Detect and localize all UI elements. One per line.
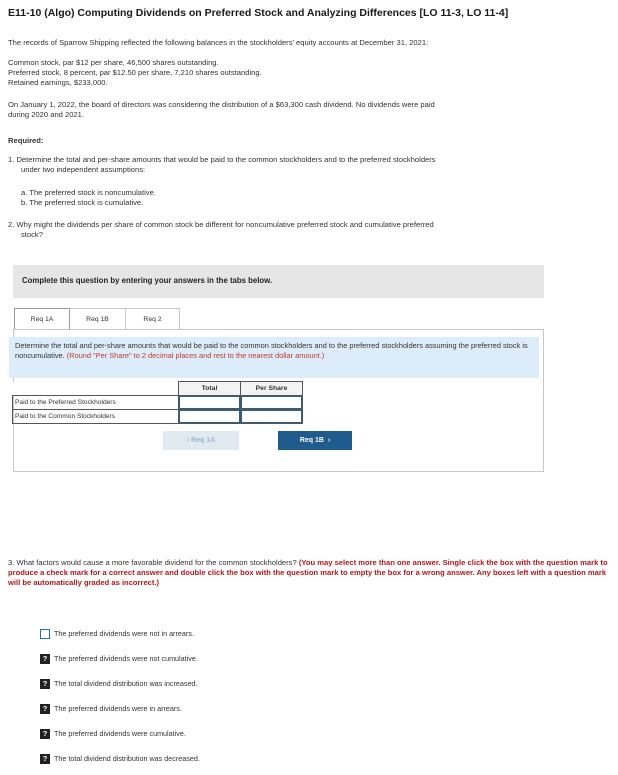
- question-3: [8, 558, 608, 588]
- prev-label: Req 1A: [191, 437, 216, 444]
- tab-bar: [14, 308, 180, 330]
- option-not-in-arrears[interactable]: [40, 628, 194, 639]
- instructions-banner: Complete this question by entering your answers in the tabs below.: [13, 265, 544, 298]
- next-button[interactable]: [278, 431, 352, 450]
- requirement-2: [8, 220, 434, 240]
- option-in-arrears[interactable]: [40, 703, 182, 714]
- preferred-total-field[interactable]: [179, 396, 240, 409]
- scenario-line-1: On January 1, 2022, the board of directors was considering the distribution of a $63,300 cash dividend. No dividends were paid: [8, 100, 435, 109]
- question-instruction: [9, 337, 539, 378]
- prev-button[interactable]: [163, 431, 239, 450]
- req1-line-1: 1. Determine the total and per-share amounts that would be paid to the common stockholders and to the preferred stockholders: [8, 155, 436, 164]
- header-per-share: Per Share: [241, 382, 303, 396]
- preferred-per-share-field[interactable]: [241, 396, 302, 409]
- row-label-common: Paid to the Common Stockholders: [13, 410, 179, 424]
- common-total-input[interactable]: [179, 410, 241, 424]
- intro-text: The records of Sparrow Shipping reflected the following balances in the stockholders' equity accounts at December 31, 2021:: [8, 38, 429, 47]
- question-mark-icon[interactable]: ?: [40, 754, 50, 764]
- required-label: Required:: [8, 136, 44, 145]
- req1-a: a. The preferred stock is noncumulative.: [21, 188, 156, 197]
- q3-instruction: (You may select more than one answer. Single click the box with the question mark to produce a check mark for a correct answer and double click the box with the question mark to empty the box for a wrong answer. Any boxes left with a question mark will be automatically graded as incorrect.): [8, 558, 608, 587]
- option-increased[interactable]: [40, 678, 197, 689]
- preferred-total-input[interactable]: [179, 396, 241, 410]
- tab-req-2[interactable]: Req 2: [126, 308, 180, 330]
- option-label: The total dividend distribution was decreased.: [54, 754, 200, 763]
- question-mark-icon[interactable]: ?: [40, 679, 50, 689]
- balance-preferred: Preferred stock, 8 percent, par $12.50 per share, 7,210 shares outstanding.: [8, 68, 262, 77]
- requirement-1-options: [8, 188, 156, 208]
- page-title: E11-10 (Algo) Computing Dividends on Preferred Stock and Analyzing Differences [LO 11-3, LO 11-4]: [8, 7, 509, 19]
- option-decreased[interactable]: [40, 753, 200, 764]
- option-label: The preferred dividends were cumulative.: [54, 729, 186, 738]
- option-label: The preferred dividends were not in arrears.: [54, 629, 194, 638]
- balances-block: [8, 58, 262, 88]
- balance-retained: Retained earnings, $233,000.: [8, 78, 108, 87]
- question-mark-icon[interactable]: ?: [40, 729, 50, 739]
- option-cumulative[interactable]: [40, 728, 186, 739]
- instruction-note: (Round "Per Share" to 2 decimal places and rest to the nearest dollar amount.): [66, 350, 325, 360]
- question-mark-icon[interactable]: ?: [40, 654, 50, 664]
- tab-req-1a[interactable]: Req 1A: [14, 308, 70, 330]
- next-label: Req 1B: [299, 437, 324, 444]
- req2-line-2: stock?: [21, 230, 43, 239]
- row-label-preferred: Paid to the Preferred Stockholders: [13, 396, 179, 410]
- answer-table: [12, 381, 303, 424]
- chevron-right-icon: ›: [323, 437, 331, 444]
- option-label: The preferred dividends were not cumulative.: [54, 654, 198, 663]
- question-mark-icon[interactable]: ?: [40, 704, 50, 714]
- checkbox-empty-icon[interactable]: [40, 629, 50, 639]
- balance-common: Common stock, par $12 per share, 46,500 shares outstanding.: [8, 58, 219, 67]
- tab-req-1b[interactable]: Req 1B: [70, 308, 126, 330]
- requirement-1: [8, 155, 436, 175]
- req2-line-1: 2. Why might the dividends per share of common stock be different for noncumulative preferred stock and cumulative preferred: [8, 220, 434, 229]
- table-row: [13, 410, 303, 424]
- option-label: The preferred dividends were in arrears.: [54, 704, 182, 713]
- option-label: The total dividend distribution was increased.: [54, 679, 198, 688]
- table-row: [13, 396, 303, 410]
- q3-text: 3. What factors would cause a more favorable dividend for the common stockholders?: [8, 558, 297, 567]
- req1-b: b. The preferred stock is cumulative.: [21, 198, 144, 207]
- common-per-share-field[interactable]: [241, 410, 302, 423]
- table-corner: [13, 382, 179, 396]
- scenario-line-2: during 2020 and 2021.: [8, 110, 85, 119]
- req1-line-2: under two independent assumptions:: [21, 165, 146, 174]
- scenario-text: [8, 100, 435, 120]
- chevron-left-icon: ‹: [186, 437, 192, 444]
- option-not-cumulative[interactable]: [40, 653, 198, 664]
- header-total: Total: [179, 382, 241, 396]
- common-per-share-input[interactable]: [241, 410, 303, 424]
- instruction-main: Determine the total and per-share amounts that would be paid to the common stockholders and to the preferred stockholders assuming the preferred stock is noncumulative.: [15, 341, 528, 360]
- preferred-per-share-input[interactable]: [241, 396, 303, 410]
- common-total-field[interactable]: [179, 410, 240, 423]
